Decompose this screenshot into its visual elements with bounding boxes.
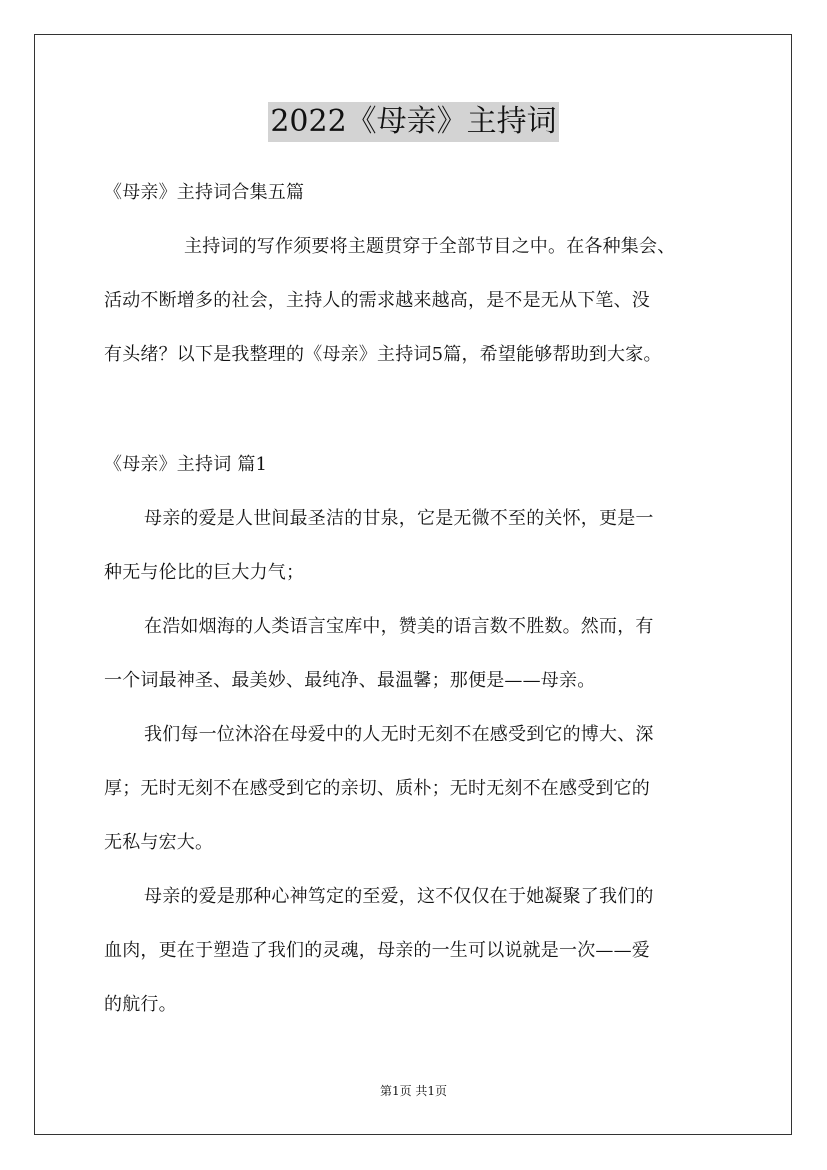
body-line-4: 一个词最神圣、最美妙、最纯净、最温馨；那便是——母亲。	[104, 670, 596, 691]
body-line-7: 无私与宏大。	[104, 832, 214, 853]
body-line-10: 的航行。	[104, 994, 177, 1015]
body-line-2: 种无与伦比的巨大力气；	[104, 562, 305, 583]
intro-line-1: 主持词的写作须要将主题贯穿于全部节目之中。在各种集会、	[184, 236, 676, 257]
intro-line-3: 有头绪？以下是我整理的《母亲》主持词5篇，希望能够帮助到大家。	[104, 344, 662, 365]
body-line-1: 母亲的爱是人世间最圣洁的甘泉，它是无微不至的关怀，更是一	[144, 508, 654, 529]
title-container	[0, 102, 827, 142]
body-line-5: 我们每一位沐浴在母爱中的人无时无刻不在感受到它的博大、深	[144, 724, 654, 745]
intro-line-2: 活动不断增多的社会，主持人的需求越来越高，是不是无从下笔、没	[104, 290, 650, 311]
section-heading: 《母亲》主持词 篇1	[104, 454, 268, 475]
document-title: 2022《母亲》主持词	[268, 102, 558, 142]
body-line-8: 母亲的爱是那种心神笃定的至爱，这不仅仅在于她凝聚了我们的	[144, 886, 654, 907]
body-line-3: 在浩如烟海的人类语言宝库中，赞美的语言数不胜数。然而，有	[144, 616, 654, 637]
page-footer: 第1页 共1页	[379, 1084, 448, 1098]
document-subtitle: 《母亲》主持词合集五篇	[104, 182, 305, 203]
body-line-6: 厚；无时无刻不在感受到它的亲切、质朴；无时无刻不在感受到它的	[104, 778, 650, 799]
body-line-9: 血肉，更在于塑造了我们的灵魂，母亲的一生可以说就是一次——爱	[104, 940, 650, 961]
